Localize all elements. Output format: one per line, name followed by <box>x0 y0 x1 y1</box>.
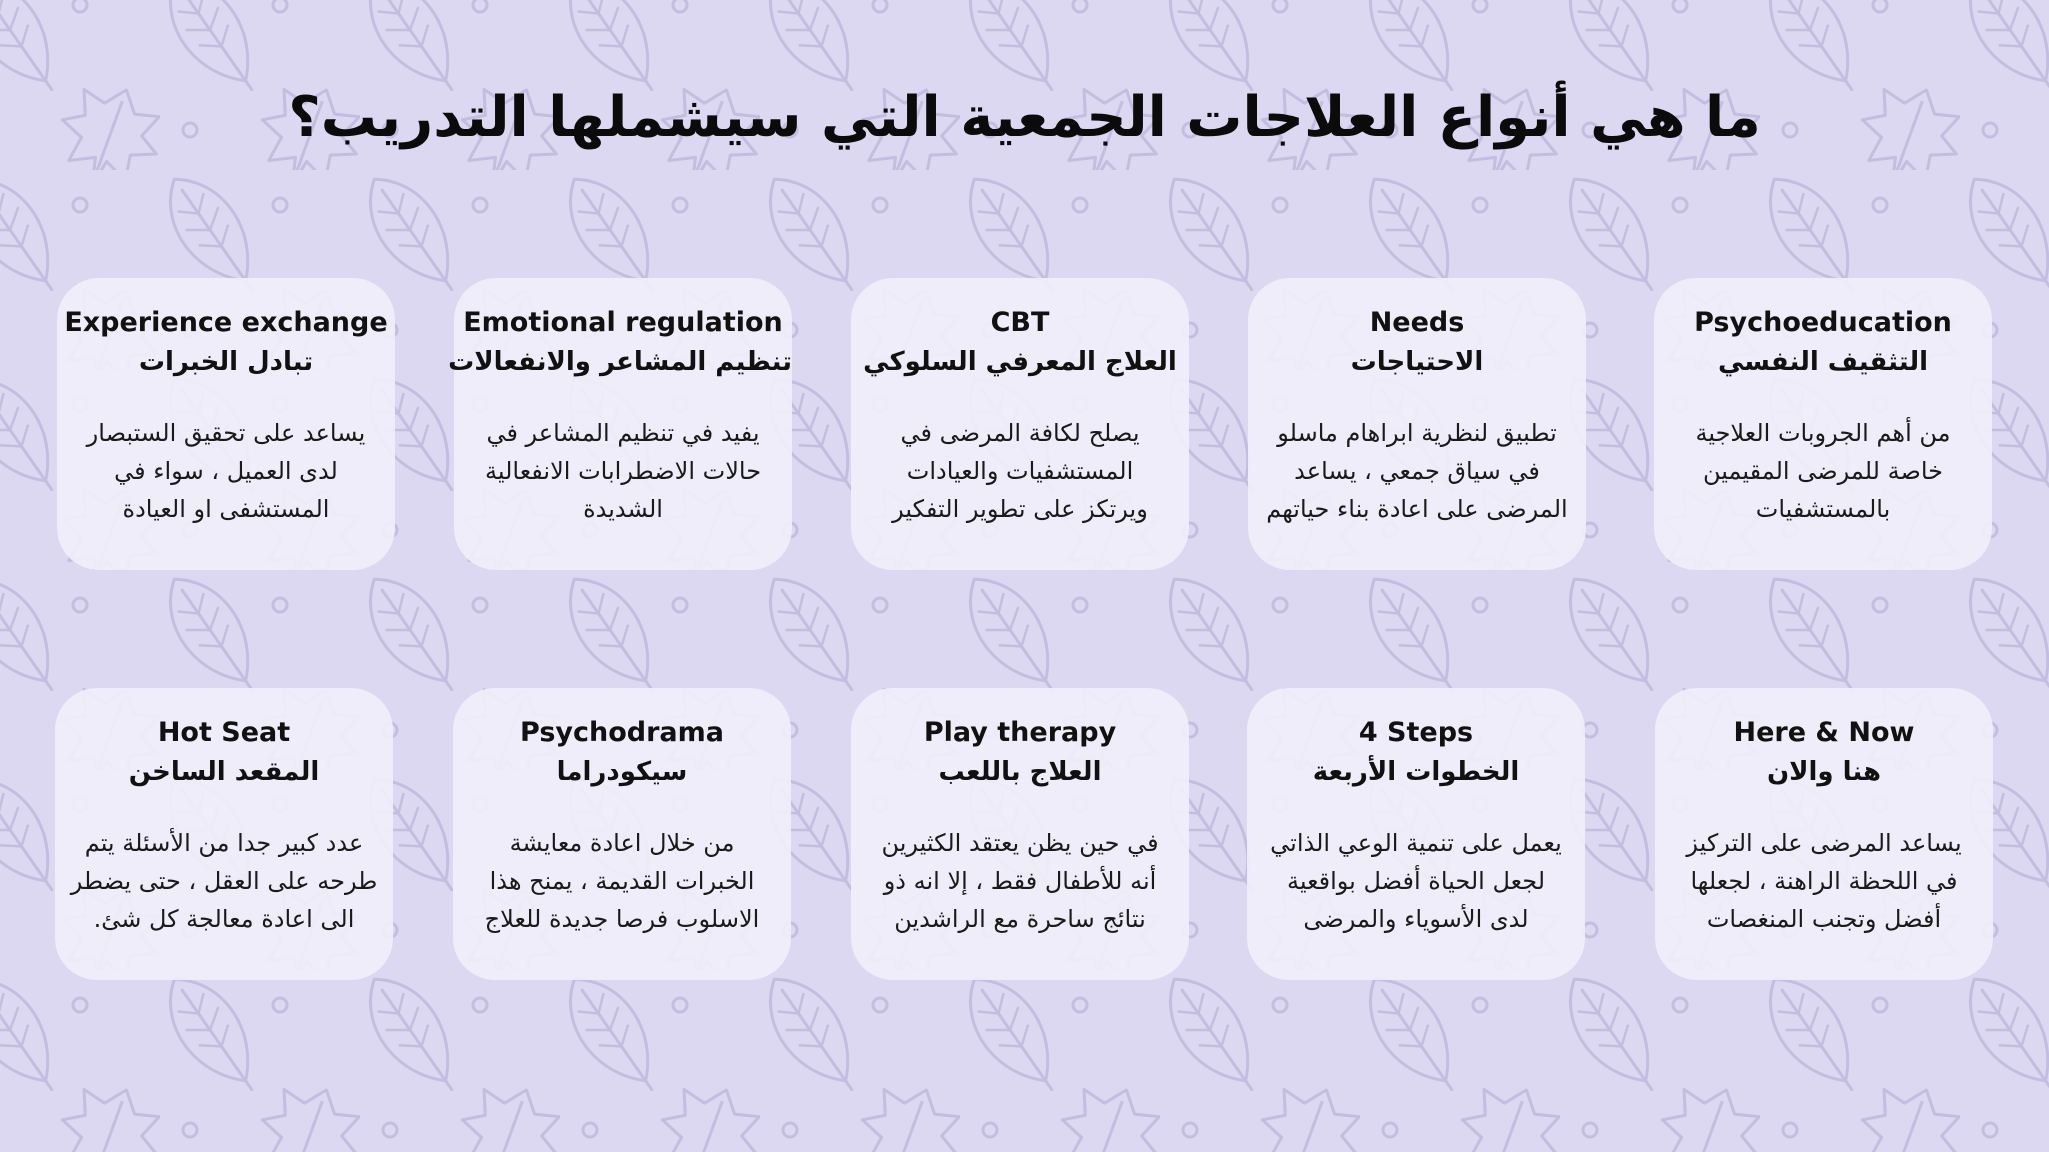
card-desc-line: الخبرات القديمة ، يمنح هذا <box>489 867 755 895</box>
card-title-ar: هنا والان <box>1766 757 1882 787</box>
card-desc-line: لدى الأسوياء والمرضى <box>1303 905 1529 933</box>
card-desc-line: الاسلوب فرصا جديدة للعلاج <box>484 905 760 933</box>
card-desc-line: المستشفى او العيادة <box>122 495 330 523</box>
card-title-ar: العلاج باللعب <box>938 757 1102 787</box>
card-title-en: Emotional regulation <box>463 307 783 338</box>
card-desc-line: طرحه على العقل ، حتى يضطر <box>70 867 378 895</box>
card-desc-line: في اللحظة الراهنة ، لجعلها <box>1690 867 1958 895</box>
card-experience-exchange <box>57 278 395 570</box>
card-desc-line: يفيد في تنظيم المشاعر في <box>486 419 760 447</box>
card-desc-line: نتائج ساحرة مع الراشدين <box>894 905 1146 933</box>
card-desc-line: في سياق جمعي ، يساعد <box>1294 457 1540 485</box>
card-needs <box>1248 278 1586 570</box>
card-title-ar: تنظيم المشاعر والانفعالات <box>448 347 792 377</box>
card-desc-line: المرضى على اعادة بناء حياتهم <box>1266 495 1568 523</box>
card-desc-line: تطبيق لنظرية ابراهام ماسلو <box>1277 419 1557 447</box>
card-title-en: Psychoeducation <box>1694 307 1952 338</box>
card-description <box>454 414 792 528</box>
card-play-therapy <box>851 688 1189 980</box>
card-desc-line: حالات الاضطرابات الانفعالية <box>484 457 762 485</box>
card-desc-line: يساعد المرضى على التركيز <box>1686 829 1962 857</box>
card-desc-line: لدى العميل ، سواء في <box>114 457 338 485</box>
card-cbt <box>851 278 1189 570</box>
card-emotional-regulation <box>448 278 792 570</box>
card-title-en: Here & Now <box>1733 717 1915 748</box>
card-description <box>57 414 395 528</box>
card-description <box>1247 824 1585 938</box>
card-title-en: Hot Seat <box>157 717 291 748</box>
card-title-en: 4 Steps <box>1358 717 1474 748</box>
card-desc-line: ويرتكز على تطوير التفكير <box>892 495 1148 523</box>
card-desc-line: من خلال اعادة معايشة <box>509 829 735 857</box>
card-here-and-now <box>1655 688 1993 980</box>
card-desc-line: يصلح لكافة المرضى في <box>900 419 1140 447</box>
card-description <box>1655 824 1993 938</box>
card-title-en: Play therapy <box>923 717 1117 748</box>
card-desc-line: عدد كبير جدا من الأسئلة يتم <box>84 829 364 857</box>
card-title-en: Needs <box>1369 307 1465 338</box>
card-psychoeducation <box>1654 278 1992 570</box>
card-desc-line: في حين يظن يعتقد الكثيرين <box>881 829 1159 857</box>
card-title-en: CBT <box>990 307 1050 338</box>
card-title-en: Experience exchange <box>64 307 388 338</box>
card-desc-line: يساعد على تحقيق الستبصار <box>86 419 366 447</box>
card-desc-line: بالمستشفيات <box>1755 495 1891 523</box>
card-desc-line: المستشفيات والعيادات <box>906 457 1134 485</box>
card-description <box>1248 414 1586 528</box>
card-description <box>851 824 1189 938</box>
card-title-en: Psychodrama <box>520 717 724 748</box>
card-description <box>453 824 791 938</box>
page-title: ما هي أنواع العلاجات الجمعية التي سيشملها التدريب؟ <box>288 85 1761 150</box>
card-title-ar: سيكودراما <box>556 757 688 787</box>
card-desc-line: أفضل وتجنب المنغصات <box>1706 905 1942 933</box>
card-desc-line: الى اعادة معالجة كل شئ. <box>93 905 355 933</box>
card-desc-line: من أهم الجروبات العلاجية <box>1695 419 1951 447</box>
card-desc-line: خاصة للمرضى المقيمين <box>1702 457 1944 485</box>
card-description <box>1654 414 1992 528</box>
card-title-ar: المقعد الساخن <box>128 757 320 787</box>
card-desc-line: لجعل الحياة أفضل بواقعية <box>1286 867 1546 895</box>
card-title-ar: تبادل الخبرات <box>138 347 314 377</box>
card-description <box>851 414 1189 528</box>
card-desc-line: يعمل على تنمية الوعي الذاتي <box>1270 829 1562 857</box>
card-hot-seat <box>55 688 393 980</box>
card-desc-line: أنه للأطفال فقط ، إلا انه ذو <box>883 867 1157 895</box>
card-title-ar: الخطوات الأربعة <box>1312 757 1520 787</box>
card-psychodrama <box>453 688 791 980</box>
card-title-ar: التثقيف النفسي <box>1717 347 1928 377</box>
card-title-ar: العلاج المعرفي السلوكي <box>863 347 1177 377</box>
card-description <box>55 824 393 938</box>
card-title-ar: الاحتياجات <box>1350 347 1484 377</box>
card-desc-line: الشديدة <box>583 495 663 523</box>
card-4-steps <box>1247 688 1585 980</box>
